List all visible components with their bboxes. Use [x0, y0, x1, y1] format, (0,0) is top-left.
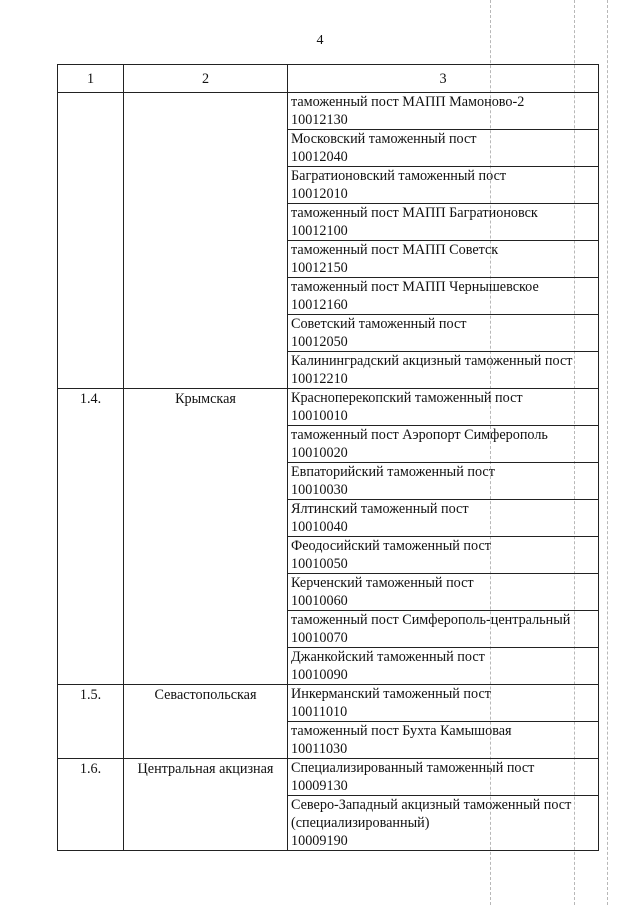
table-row — [58, 685, 599, 722]
customs-post-code: 10012210 — [291, 371, 348, 387]
customs-post-name: таможенный пост МАПП Чернышевское — [291, 279, 539, 295]
customs-post-code: 10011010 — [291, 704, 348, 720]
customs-post-code: 10012010 — [291, 186, 348, 202]
section-number — [58, 93, 124, 389]
customs-post-cell — [288, 352, 599, 389]
customs-post-name: Советский таможенный пост — [291, 316, 467, 332]
customs-post-code: 10012150 — [291, 260, 348, 276]
customs-post-code: 10012040 — [291, 149, 348, 165]
section-number: 1.5. — [58, 685, 124, 759]
customs-post-name: таможенный пост МАПП Мамоново-2 — [291, 94, 525, 110]
customs-post-code: 10012130 — [291, 112, 348, 128]
customs-post-code: 10010020 — [291, 445, 348, 461]
customs-post-name: Ялтинский таможенный пост — [291, 501, 469, 517]
table-header-row — [58, 65, 599, 93]
customs-post-name: таможенный пост МАПП Багратионовск — [291, 205, 538, 221]
customs-post-code: 10010030 — [291, 482, 348, 498]
customs-region: Крымская — [124, 389, 288, 685]
customs-region — [124, 93, 288, 389]
section-number: 1.6. — [58, 759, 124, 851]
customs-post-name: Северо-Западный акцизный таможенный пост (специализированный) — [291, 797, 572, 831]
table-body — [58, 93, 599, 851]
customs-post-code: 10012160 — [291, 297, 348, 313]
customs-region: Центральная акцизная — [124, 759, 288, 851]
customs-post-cell — [288, 611, 599, 648]
customs-post-cell — [288, 463, 599, 500]
column-header: 1 — [58, 65, 124, 93]
customs-post-cell — [288, 426, 599, 463]
customs-post-cell — [288, 537, 599, 574]
customs-post-cell — [288, 167, 599, 204]
customs-post-code: 10010040 — [291, 519, 348, 535]
customs-post-name: таможенный пост Симферополь-центральный — [291, 612, 571, 628]
customs-post-name: Калининградский акцизный таможенный пост — [291, 353, 573, 369]
customs-post-code: 10010050 — [291, 556, 348, 572]
customs-post-code: 10010010 — [291, 408, 348, 424]
column-header: 3 — [288, 65, 599, 93]
customs-post-name: Специализированный таможенный пост — [291, 760, 535, 776]
customs-post-name: Керченский таможенный пост — [291, 575, 474, 591]
customs-post-code: 10011030 — [291, 741, 348, 757]
customs-post-cell — [288, 685, 599, 722]
table-row — [58, 389, 599, 426]
customs-post-name: Евпаторийский таможенный пост — [291, 464, 495, 480]
customs-post-cell — [288, 204, 599, 241]
customs-post-cell — [288, 241, 599, 278]
customs-post-name: Московский таможенный пост — [291, 131, 477, 147]
customs-post-code: 10010090 — [291, 667, 348, 683]
customs-post-cell — [288, 93, 599, 130]
customs-post-cell — [288, 574, 599, 611]
customs-region: Севастопольская — [124, 685, 288, 759]
customs-post-cell — [288, 278, 599, 315]
customs-post-name: Багратионовский таможенный пост — [291, 168, 507, 184]
customs-post-cell — [288, 759, 599, 796]
customs-post-name: таможенный пост Аэропорт Симферополь — [291, 427, 548, 443]
customs-post-cell — [288, 315, 599, 352]
table-row — [58, 93, 599, 130]
customs-posts-table — [57, 64, 599, 851]
customs-post-code: 10012050 — [291, 334, 348, 350]
customs-post-code: 10009190 — [291, 833, 348, 849]
customs-post-code: 10010070 — [291, 630, 348, 646]
customs-post-name: таможенный пост МАПП Советск — [291, 242, 499, 258]
customs-post-name: таможенный пост Бухта Камышовая — [291, 723, 512, 739]
customs-post-cell — [288, 648, 599, 685]
customs-post-name: Джанкойский таможенный пост — [291, 649, 485, 665]
customs-post-cell — [288, 500, 599, 537]
scan-artifact-line — [607, 0, 608, 905]
section-number: 1.4. — [58, 389, 124, 685]
customs-post-name: Феодосийский таможенный пост — [291, 538, 491, 554]
customs-post-cell — [288, 130, 599, 167]
customs-post-cell — [288, 722, 599, 759]
table-row — [58, 759, 599, 796]
customs-post-code: 10010060 — [291, 593, 348, 609]
customs-post-code: 10012100 — [291, 223, 348, 239]
customs-post-cell — [288, 389, 599, 426]
customs-post-code: 10009130 — [291, 778, 348, 794]
customs-post-name: Инкерманский таможенный пост — [291, 686, 491, 702]
column-header: 2 — [124, 65, 288, 93]
customs-post-name: Красноперекопский таможенный пост — [291, 390, 523, 406]
customs-post-cell — [288, 796, 599, 851]
page-number: 4 — [316, 33, 324, 48]
